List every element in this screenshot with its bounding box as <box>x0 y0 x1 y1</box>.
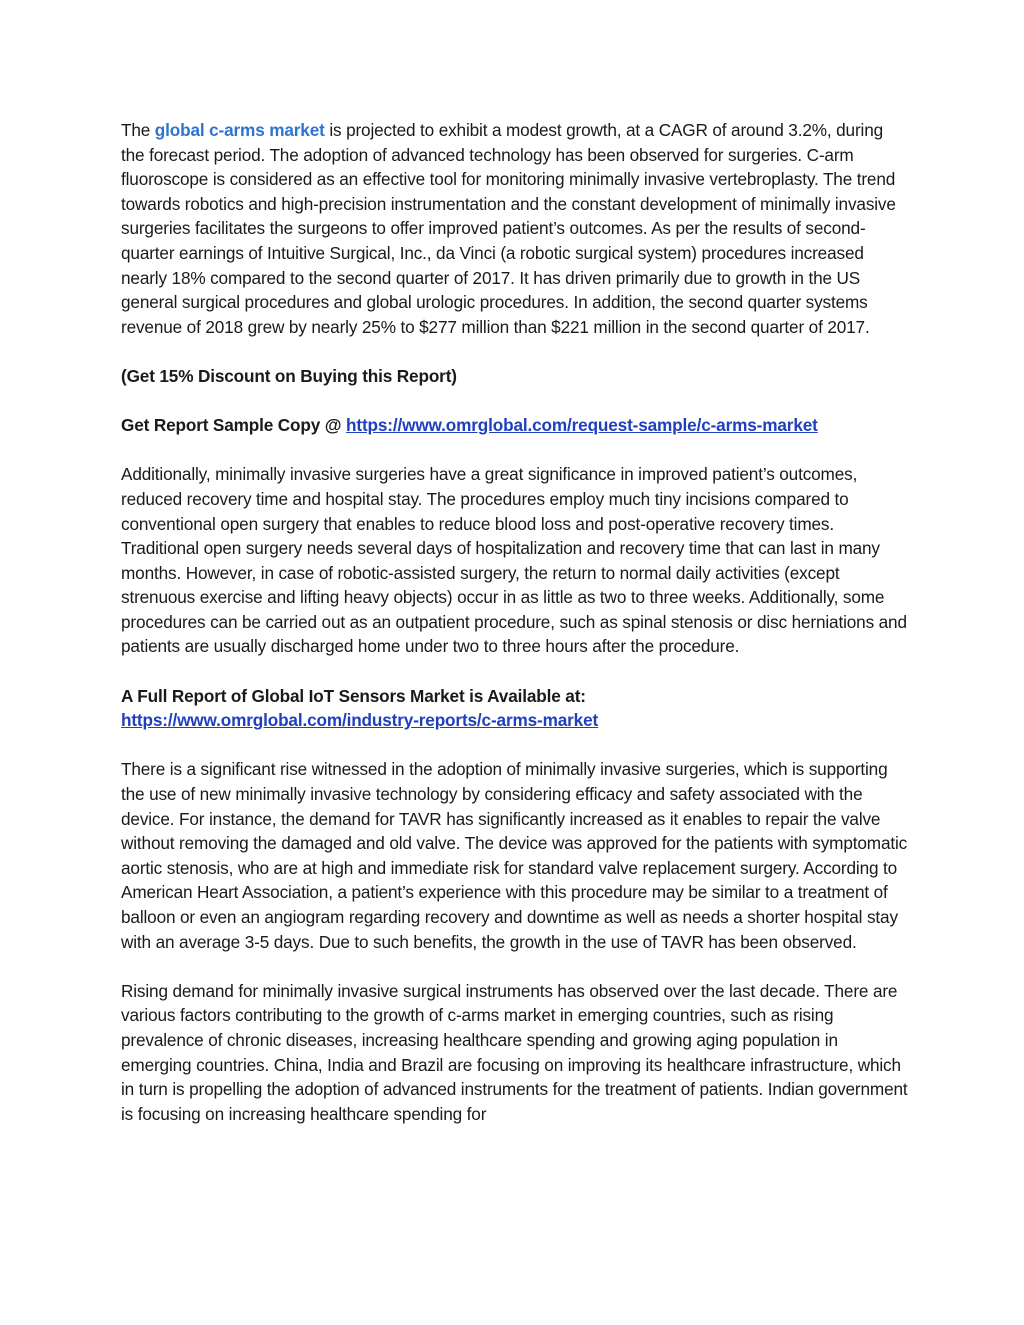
full-report-label: A Full Report of Global IoT Sensors Market is Available at: <box>121 685 586 706</box>
minimally-invasive-paragraph: Additionally, minimally invasive surgeries have a great significance in improved patient’s outcomes, reduced recovery time and hospital stay. The procedures employ much tiny incisions compared to conventional open surgery that enables to reduce blood loss and post-operative recovery times. Traditional open surgery needs several days of hospitalization and recovery time that can last in many months. However, in case of robotic-assisted surgery, the return to normal daily activities (except strenuous exercise and lifting heavy objects) occur in as little as two to three weeks. Additionally, some procedures can be carried out as an outpatient procedure, such as spinal stenosis or disc herniations and patients are usually discharged home under two to three hours after the procedure. <box>121 464 907 657</box>
discount-callout: (Get 15% Discount on Buying this Report) <box>121 365 457 386</box>
full-report-link[interactable]: https://www.omrglobal.com/industry-reports/c-arms-market <box>121 710 599 731</box>
document-page <box>121 118 911 1151</box>
sample-copy-label: Get Report Sample Copy @ <box>121 415 347 436</box>
full-report-block <box>121 684 911 733</box>
intro-body: is projected to exhibit a modest growth, at a CAGR of around 3.2%, during the forecast period. The adoption of advanced technology has been observed for surgeries. C-arm fluoroscope is considered as an effective tool for monitoring minimally invasive vertebroplasty. The trend towards robotics and high-precision instrumentation and the constant development of minimally invasive surgeries facilitates the surgeons to offer improved patient’s outcomes. As per the results of second-quarter earnings of Intuitive Surgical, Inc., da Vinci (a robotic surgical system) procedures increased nearly 18% compared to the second quarter of 2017. It has driven primarily due to growth in the US general surgical procedures and global urologic procedures. In addition, the second quarter systems revenue of 2018 grew by nearly 25% to $277 million than $221 million in the second quarter of 2017. <box>121 120 896 337</box>
sample-copy-line <box>121 413 911 438</box>
emerging-countries-paragraph: Rising demand for minimally invasive surgical instruments has observed over the last decade. There are various factors contributing to the growth of c-arms market in emerging countries, such as rising prevalence of chronic diseases, increasing healthcare spending and growing aging population in emerging countries. China, India and Brazil are focusing on improving its healthcare infrastructure, which in turn is propelling the adoption of advanced instruments for the treatment of patients. Indian government is focusing on increasing healthcare spending for <box>121 980 908 1124</box>
global-c-arms-market-highlight: global c-arms market <box>154 120 325 140</box>
intro-paragraph <box>121 118 911 339</box>
tavr-paragraph: There is a significant rise witnessed in the adoption of minimally invasive surgeries, which is supporting the use of new minimally invasive technology by considering efficacy and safety associated with the device. For instance, the demand for TAVR has significantly increased as it enables to repair the valve without removing the damaged and old valve. The device was approved for the patients with symptomatic aortic stenosis, who are at high and immediate risk for standard valve replacement surgery. According to American Heart Association, a patient’s experience with this procedure may be similar to a treatment of balloon or even an angiogram regarding recovery and downtime as well as needs a shorter hospital stay with an average 3-5 days. Due to such benefits, the growth in the use of TAVR has been observed. <box>121 759 908 952</box>
intro-prefix: The <box>121 120 155 140</box>
sample-copy-link[interactable]: https://www.omrglobal.com/request-sample/c-arms-market <box>346 415 818 436</box>
